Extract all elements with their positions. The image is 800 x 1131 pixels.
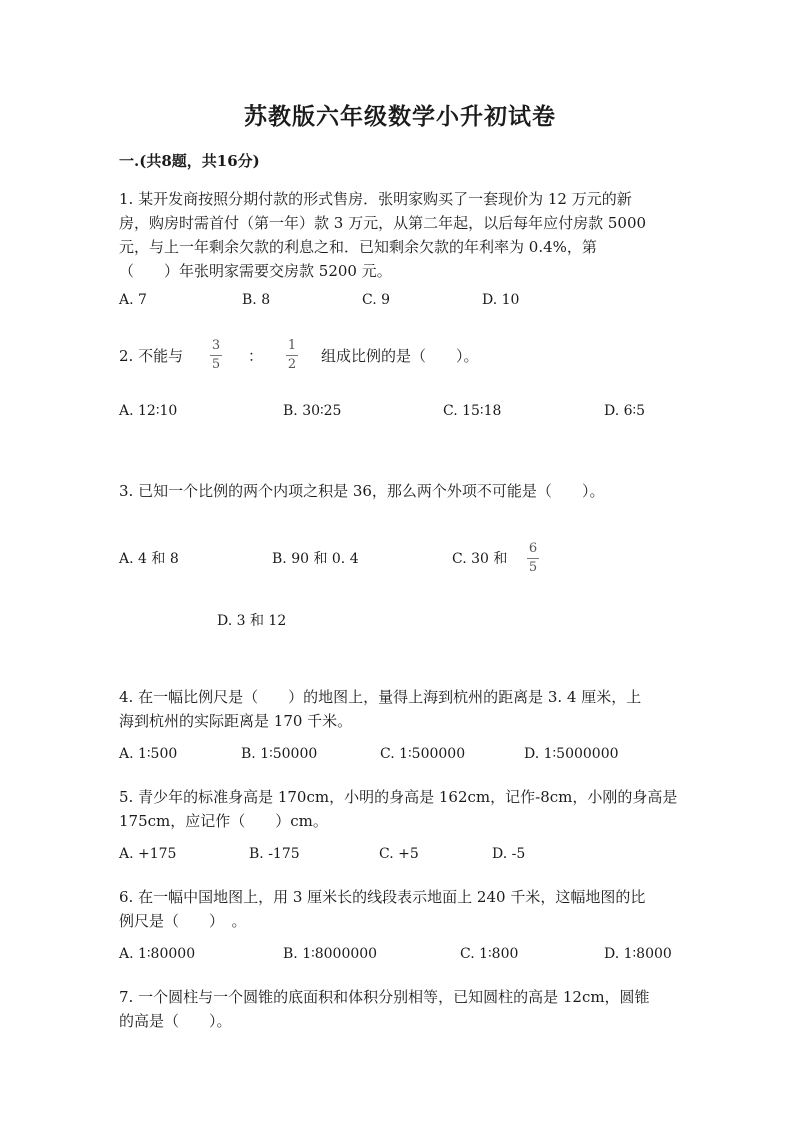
q2-option-c[interactable]: C. 15∶18: [443, 403, 502, 419]
q2-option-d[interactable]: D. 6∶5: [604, 403, 646, 419]
q2-prefix: 2. 不能与: [119, 347, 184, 365]
q5-option-c[interactable]: C. +5: [379, 846, 419, 862]
q1-line-3: 元，与上一年剩余欠款的利息之和．已知剩余欠款的年利率为 0.4%，第: [119, 238, 597, 256]
q6-option-d[interactable]: D. 1∶8000: [604, 946, 672, 962]
section-heading: 一.(共8题，共16分): [119, 152, 260, 170]
q6-line-1: 6. 在一幅中国地图上，用 3 厘米长的线段表示地面上 240 千米，这幅地图的比: [119, 888, 646, 906]
q3-option-c[interactable]: C. 30 和: [452, 551, 508, 567]
q2-fraction-2: [286, 339, 298, 372]
q1-option-d[interactable]: D. 10: [482, 292, 520, 308]
q4-option-d[interactable]: D. 1∶5000000: [524, 746, 619, 762]
q3-text: 3. 已知一个比例的两个内项之积是 36，那么两个外项不可能是（ ）。: [119, 482, 605, 500]
q7-line-1: 7. 一个圆柱与一个圆锥的底面积和体积分别相等，已知圆柱的高是 12cm，圆锥: [119, 988, 650, 1006]
fraction-bar: [286, 355, 298, 356]
q7-line-2: 的高是（ ）。: [119, 1012, 232, 1030]
q6-option-a[interactable]: A. 1∶80000: [119, 946, 196, 962]
q4-option-c[interactable]: C. 1∶500000: [380, 746, 466, 762]
q1-option-a[interactable]: A. 7: [119, 292, 147, 308]
q3-option-a[interactable]: A. 4 和 8: [119, 551, 179, 567]
q5-option-a[interactable]: A. +175: [119, 846, 177, 862]
q3-fraction-numerator: 6: [528, 541, 538, 556]
q5-line-1: 5. 青少年的标准身高是 170cm，小明的身高是 162cm，记作-8cm，小刚的身高是: [119, 788, 678, 806]
q3-option-b[interactable]: B. 90 和 0. 4: [272, 551, 359, 567]
q6-line-2: 例尺是（ ） 。: [119, 912, 247, 930]
q6-option-c[interactable]: C. 1∶800: [460, 946, 519, 962]
q2-fraction-1: [210, 339, 222, 372]
q5-option-d[interactable]: D. -5: [492, 846, 526, 862]
fraction-bar: [210, 355, 222, 356]
q2-fraction-2-numerator: 1: [287, 338, 297, 353]
q4-line-1: 4. 在一幅比例尺是（ ）的地图上，量得上海到杭州的距离是 3. 4 厘米，上: [119, 688, 642, 706]
fraction-bar: [527, 558, 539, 559]
q2-fraction-2-denominator: 2: [287, 357, 297, 372]
q2-colon: ：: [248, 347, 264, 365]
q2-fraction-1-denominator: 5: [211, 357, 221, 372]
q2-option-a[interactable]: A. 12∶10: [119, 403, 178, 419]
q1-line-1: 1. 某开发商按照分期付款的形式售房．张明家购买了一套现价为 12 万元的新: [119, 190, 632, 208]
q1-line-4: （ ）年张明家需要交房款 5200 元。: [119, 262, 392, 280]
q3-option-d[interactable]: D. 3 和 12: [217, 613, 287, 629]
q1-option-c[interactable]: C. 9: [362, 292, 391, 308]
page-title: 苏教版六年级数学小升初试卷: [244, 103, 556, 130]
q3-fraction-denominator: 5: [528, 560, 538, 575]
q5-option-b[interactable]: B. -175: [249, 846, 300, 862]
q2-option-b[interactable]: B. 30∶25: [283, 403, 342, 419]
q1-line-2: 房，购房时需首付（第一年）款 3 万元，从第二年起，以后每年应付房款 5000: [119, 214, 647, 232]
q5-line-2: 175cm，应记作（ ）cm。: [119, 812, 328, 830]
q3-option-c-fraction: [527, 542, 539, 575]
q4-option-a[interactable]: A. 1∶500: [119, 746, 178, 762]
q2-suffix: 组成比例的是（ ）。: [321, 347, 479, 365]
q1-option-b[interactable]: B. 8: [242, 292, 271, 308]
q6-option-b[interactable]: B. 1∶8000000: [283, 946, 378, 962]
q2-fraction-1-numerator: 3: [211, 338, 221, 353]
q4-option-b[interactable]: B. 1∶50000: [241, 746, 318, 762]
q4-line-2: 海到杭州的实际距离是 170 千米。: [119, 712, 353, 730]
